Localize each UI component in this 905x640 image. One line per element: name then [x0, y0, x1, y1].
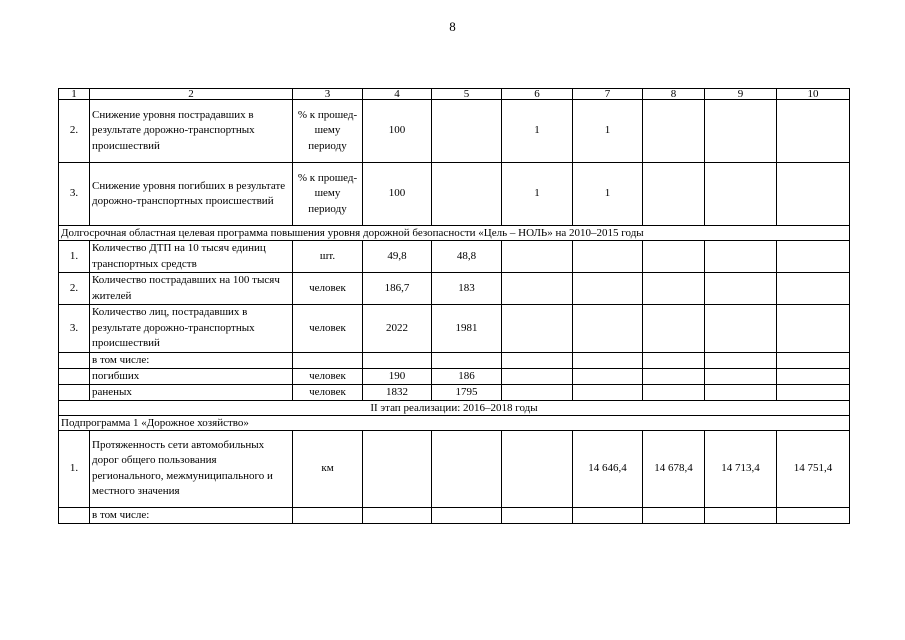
value-cell	[363, 430, 432, 507]
empty-cell	[643, 384, 705, 400]
value-cell: 1	[573, 100, 643, 163]
section-row	[59, 415, 850, 430]
program-title: Долгосрочная областная целевая программа повышения уровня дорожной безопасности «Цель – НОЛЬ» на 2010–2015 годы	[59, 226, 850, 241]
page-number: 8	[449, 19, 456, 34]
value-cell	[502, 507, 573, 523]
value-cell	[705, 507, 777, 523]
table-row	[59, 430, 850, 507]
value-cell: 1	[502, 100, 573, 163]
empty-cell	[777, 305, 850, 353]
table-row	[59, 273, 850, 305]
value-cell	[643, 100, 705, 163]
value-cell: 14 646,4	[573, 430, 643, 507]
value-cell: 100	[363, 163, 432, 226]
row-number: 3.	[59, 305, 90, 353]
empty-cell	[502, 305, 573, 353]
indicator-name: в том числе:	[90, 352, 293, 368]
subprogram-title: Подпрограмма 1 «Дорожное хозяйство»	[59, 415, 850, 430]
unit-cell: % к прошед-шему периоду	[293, 163, 363, 226]
row-number: 1.	[59, 241, 90, 273]
header-row	[59, 89, 850, 100]
value-cell: 186,7	[363, 273, 432, 305]
empty-cell	[777, 352, 850, 368]
table-row	[59, 352, 850, 368]
stage-title: II этап реализации: 2016–2018 годы	[59, 400, 850, 415]
unit-cell: человек	[293, 384, 363, 400]
value-cell	[777, 163, 850, 226]
value-cell: 2022	[363, 305, 432, 353]
empty-cell	[777, 384, 850, 400]
value-cell	[643, 163, 705, 226]
unit-cell: человек	[293, 273, 363, 305]
value-cell: 14 713,4	[705, 430, 777, 507]
empty-cell	[777, 241, 850, 273]
row-number: 3.	[59, 163, 90, 226]
empty-cell	[643, 241, 705, 273]
header-cell: 8	[643, 89, 705, 100]
header-cell: 9	[705, 89, 777, 100]
value-cell: 1832	[363, 384, 432, 400]
value-cell: 1981	[432, 305, 502, 353]
value-cell	[363, 352, 432, 368]
empty-cell	[573, 352, 643, 368]
row-number: 2.	[59, 273, 90, 305]
empty-cell	[643, 368, 705, 384]
value-cell	[573, 507, 643, 523]
empty-cell	[777, 368, 850, 384]
value-cell	[705, 100, 777, 163]
table-row	[59, 163, 850, 226]
empty-cell	[705, 352, 777, 368]
empty-cell	[502, 241, 573, 273]
value-cell	[363, 507, 432, 523]
section-row	[59, 400, 850, 415]
unit-cell: шт.	[293, 241, 363, 273]
value-cell: 48,8	[432, 241, 502, 273]
table-row	[59, 305, 850, 353]
value-cell	[777, 100, 850, 163]
empty-cell	[502, 384, 573, 400]
empty-cell	[643, 305, 705, 353]
value-cell	[432, 352, 502, 368]
header-cell: 7	[573, 89, 643, 100]
value-cell: 14 678,4	[643, 430, 705, 507]
empty-cell	[502, 368, 573, 384]
value-cell: 14 751,4	[777, 430, 850, 507]
empty-cell	[573, 241, 643, 273]
value-cell: 1	[573, 163, 643, 226]
value-cell	[705, 163, 777, 226]
header-cell: 6	[502, 89, 573, 100]
header-cell: 10	[777, 89, 850, 100]
section-row	[59, 226, 850, 241]
unit-cell	[293, 352, 363, 368]
value-cell	[432, 507, 502, 523]
value-cell	[502, 430, 573, 507]
indicator-name: Количество пострадавших на 100 тысяч жителей	[90, 273, 293, 305]
value-cell: 1	[502, 163, 573, 226]
value-cell	[432, 163, 502, 226]
indicator-name: раненых	[90, 384, 293, 400]
value-cell	[643, 507, 705, 523]
indicator-name: погибших	[90, 368, 293, 384]
indicators-table	[58, 88, 850, 524]
row-number	[59, 352, 90, 368]
unit-cell: человек	[293, 368, 363, 384]
header-cell: 4	[363, 89, 432, 100]
unit-cell: человек	[293, 305, 363, 353]
indicator-name: Количество ДТП на 10 тысяч единиц транспортных средств	[90, 241, 293, 273]
header-cell: 3	[293, 89, 363, 100]
unit-cell: % к прошед-шему периоду	[293, 100, 363, 163]
table-row	[59, 507, 850, 523]
empty-cell	[705, 273, 777, 305]
row-number: 2.	[59, 100, 90, 163]
empty-cell	[502, 352, 573, 368]
value-cell	[777, 507, 850, 523]
empty-cell	[502, 273, 573, 305]
unit-cell: км	[293, 430, 363, 507]
value-cell: 100	[363, 100, 432, 163]
empty-cell	[705, 368, 777, 384]
value-cell: 49,8	[363, 241, 432, 273]
value-cell: 186	[432, 368, 502, 384]
row-number	[59, 384, 90, 400]
value-cell: 1795	[432, 384, 502, 400]
empty-cell	[777, 273, 850, 305]
value-cell	[432, 430, 502, 507]
header-cell: 1	[59, 89, 90, 100]
empty-cell	[643, 273, 705, 305]
indicator-name: Снижение уровня пострадавших в результате дорожно-транспортных происшествий	[90, 100, 293, 163]
empty-cell	[705, 241, 777, 273]
header-cell: 2	[90, 89, 293, 100]
empty-cell	[573, 384, 643, 400]
unit-cell	[293, 507, 363, 523]
row-number	[59, 507, 90, 523]
row-number	[59, 368, 90, 384]
table-row	[59, 368, 850, 384]
indicator-name: Протяженность сети автомобильных дорог общего пользования регионального, межмуниципального и местного значения	[90, 430, 293, 507]
table-row	[59, 384, 850, 400]
value-cell: 190	[363, 368, 432, 384]
indicator-name: в том числе:	[90, 507, 293, 523]
empty-cell	[643, 352, 705, 368]
row-number: 1.	[59, 430, 90, 507]
empty-cell	[573, 368, 643, 384]
value-cell: 183	[432, 273, 502, 305]
table-row	[59, 241, 850, 273]
indicator-name: Количество лиц, пострадавших в результате дорожно-транспортных происшествий	[90, 305, 293, 353]
empty-cell	[573, 273, 643, 305]
empty-cell	[705, 384, 777, 400]
empty-cell	[573, 305, 643, 353]
table-row	[59, 100, 850, 163]
empty-cell	[705, 305, 777, 353]
indicator-name: Снижение уровня погибших в результате дорожно-транспортных происшествий	[90, 163, 293, 226]
value-cell	[432, 100, 502, 163]
header-cell: 5	[432, 89, 502, 100]
